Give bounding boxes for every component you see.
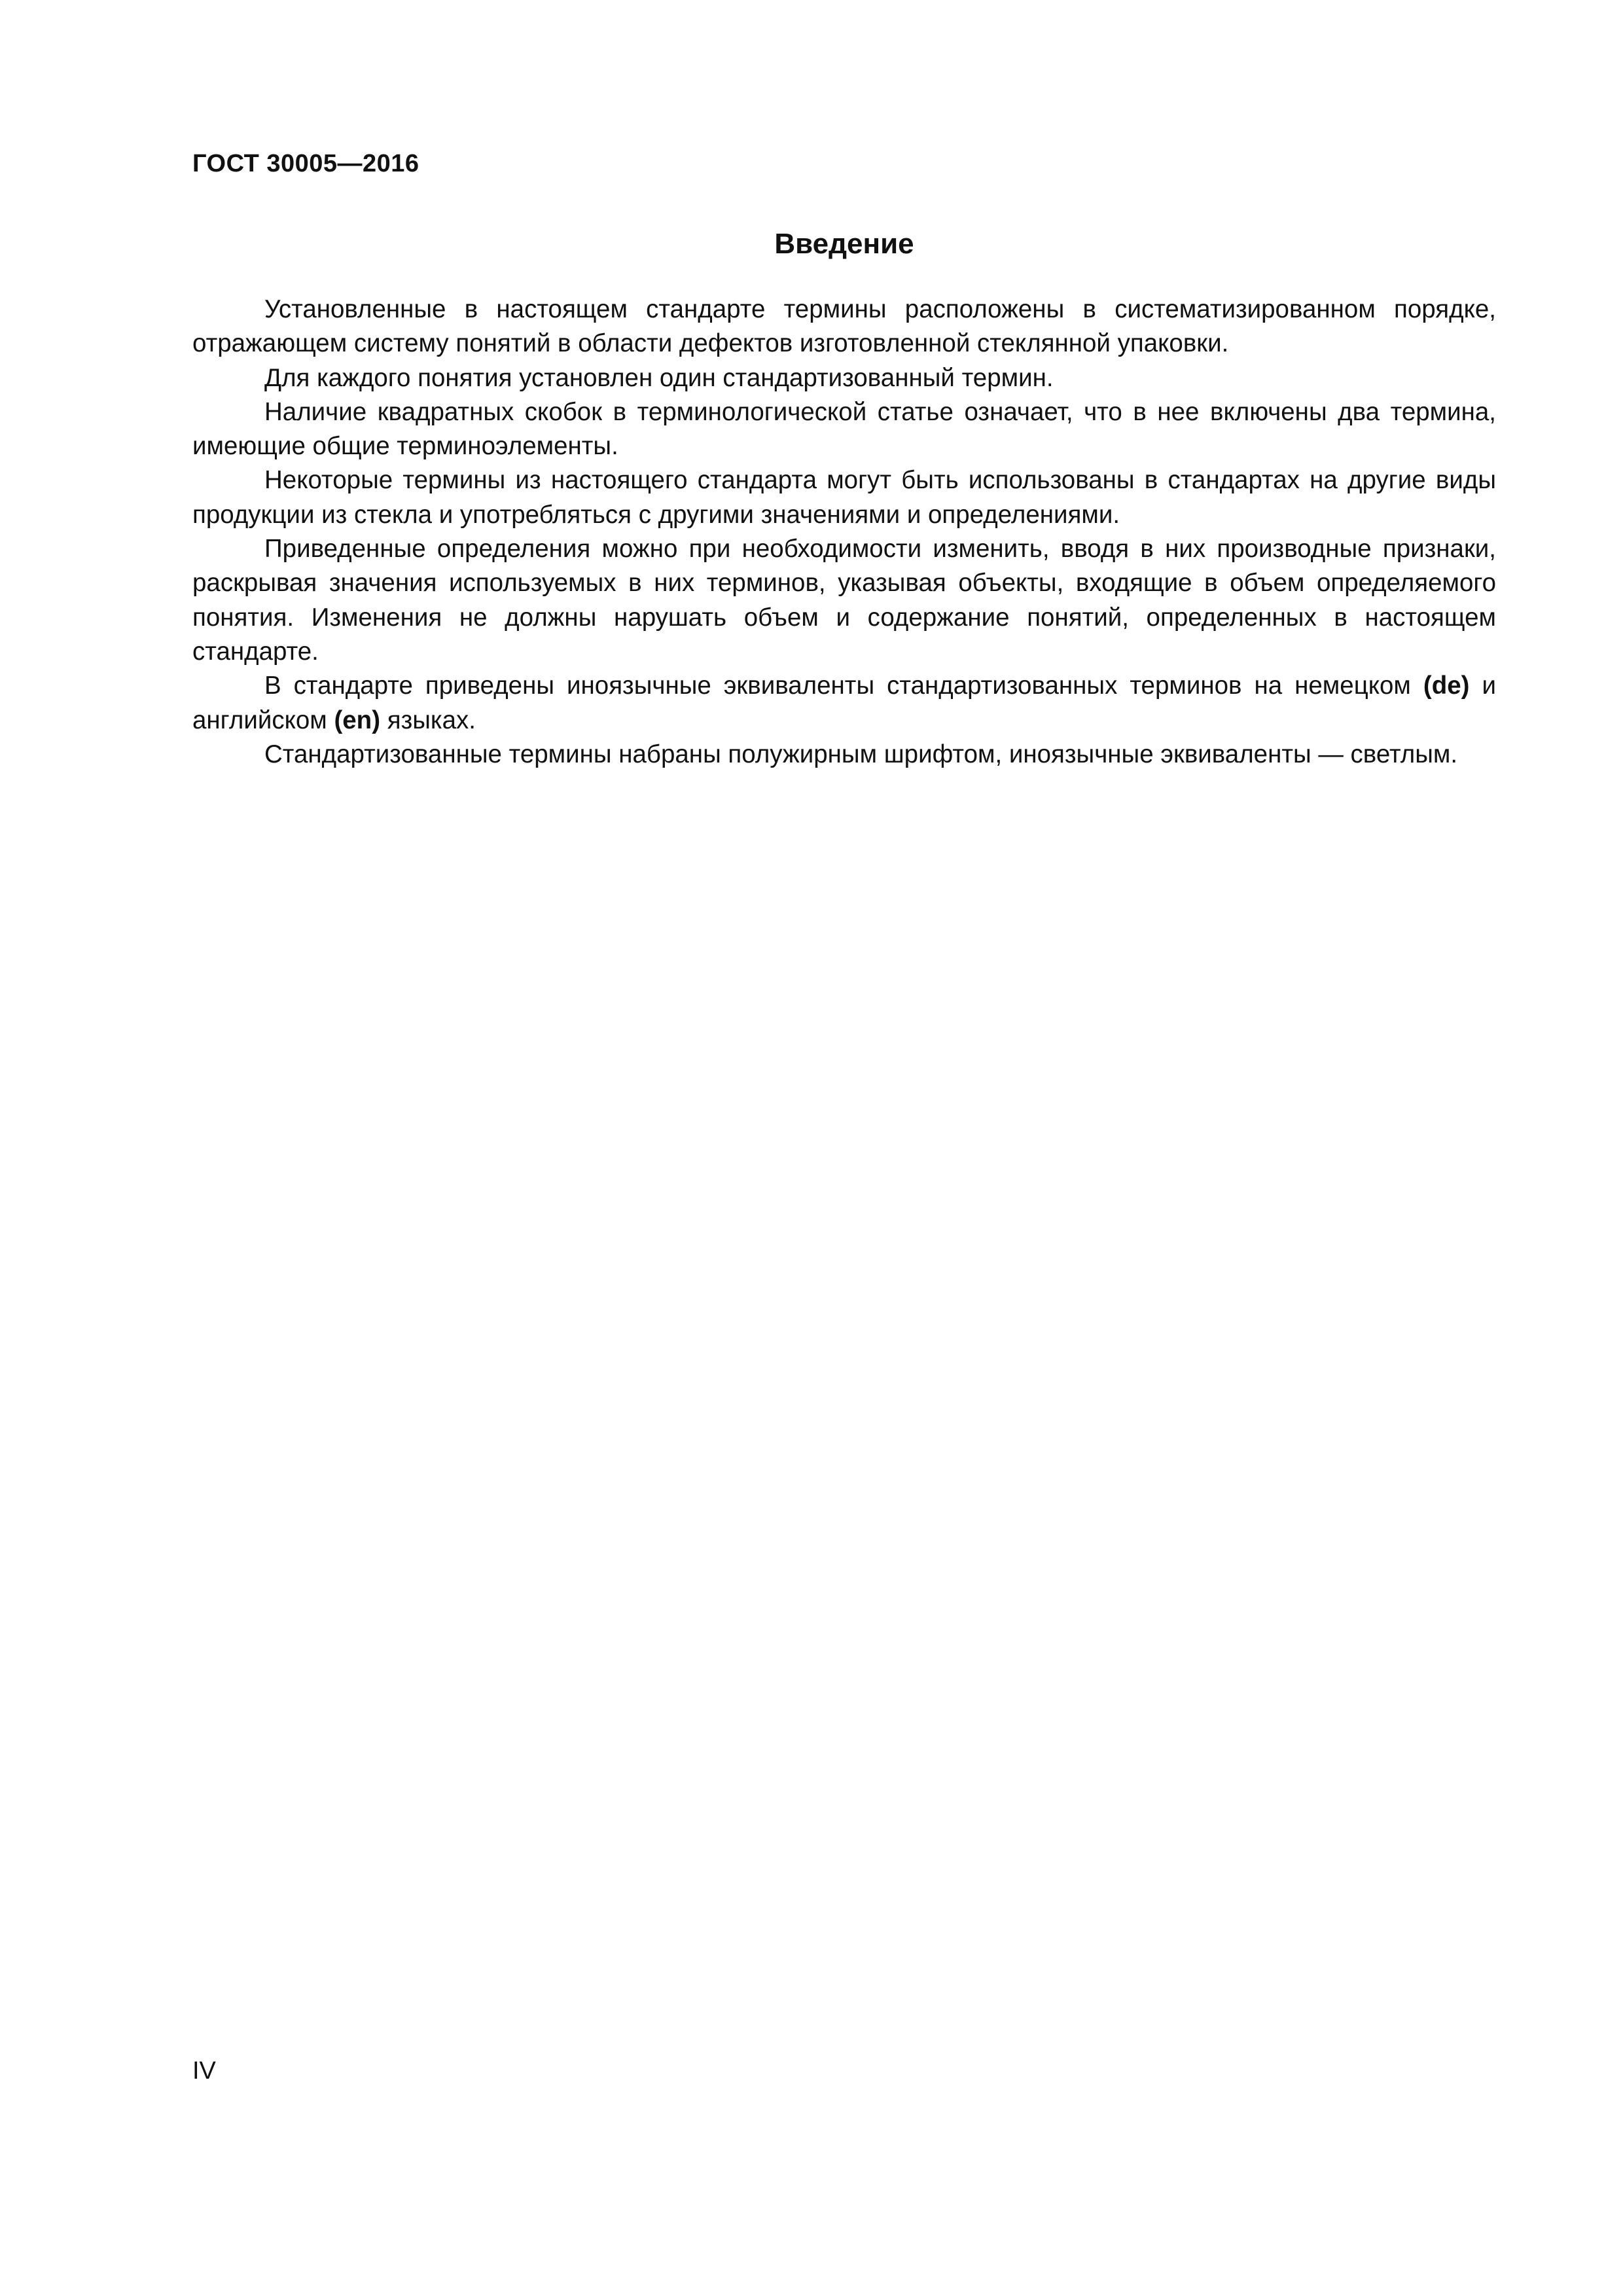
- paragraph-2: Для каждого понятия установлен один стандартизованный термин.: [264, 363, 1054, 392]
- paragraph-languages: [192, 669, 1496, 738]
- german-code: (de): [1423, 672, 1470, 700]
- paragraph-final: Стандартизованные термины набраны полужирным шрифтом, иноязычные эквиваленты — светлым.: [264, 740, 1458, 768]
- english-code: (en): [334, 706, 381, 734]
- paragraph-5: Приведенные определения можно при необходимости изменить, вводя в них производные признаки, раскрывая значения используемых в них терминов, указывая объекты, входящие в объем определяемого понятия. Изменения не должны нарушать объем и содержание понятий, определенных в настоящем стандарте.: [192, 535, 1496, 666]
- languages-text-middle: и английском: [192, 672, 1496, 734]
- languages-text-end: языках.: [380, 706, 476, 734]
- paragraph-1: Установленные в настоящем стандарте термины расположены в систематизированном порядке, отражающем систему понятий в области дефектов изготовленной стеклянной упаковки.: [192, 295, 1496, 358]
- section-title: Введение: [774, 228, 914, 260]
- page-number: IV: [192, 2057, 216, 2085]
- introduction-body: [192, 293, 1496, 772]
- paragraph-3: Наличие квадратных скобок в терминологической статье означает, что в нее включены два термина, имеющие общие терминоэлементы.: [192, 397, 1496, 461]
- languages-text-start: В стандарте приведены иноязычные эквиваленты стандартизованных терминов на немецком: [264, 672, 1423, 700]
- paragraph-4: Некоторые термины из настоящего стандарта могут быть использованы в стандартах на другие виды продукции из стекла и употребляться с другими значениями и определениями.: [192, 466, 1496, 529]
- document-code: ГОСТ 30005—2016: [192, 150, 419, 177]
